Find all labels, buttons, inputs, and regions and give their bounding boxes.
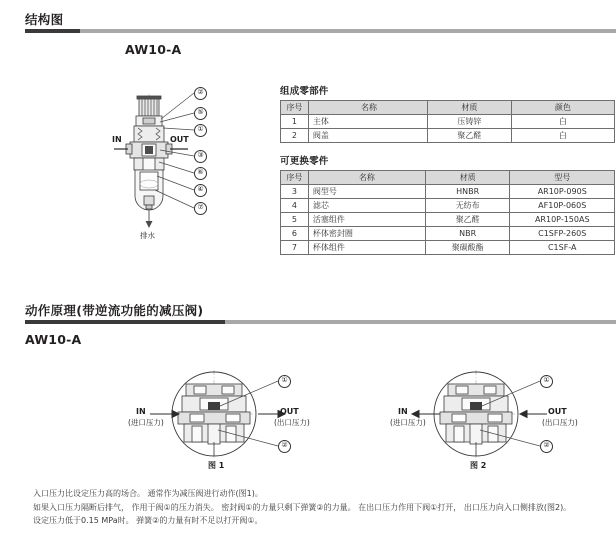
structure-diagram <box>112 78 252 258</box>
cell-material: 聚乙醛 <box>428 129 512 143</box>
structure-drain-label: 排水 <box>140 231 155 240</box>
cell-model: AF10P-060S <box>510 199 615 213</box>
section-rule-accent <box>25 320 225 324</box>
figure-2-callout-2: ② <box>540 440 553 453</box>
figure-1 <box>128 368 318 473</box>
table-row <box>281 129 615 143</box>
cell-name: 阀盖 <box>308 129 427 143</box>
cell-color: 白 <box>511 115 614 129</box>
col-header-name: 名称 <box>308 101 427 115</box>
cell-model: AR10P-090S <box>510 185 615 199</box>
cell-no: 6 <box>281 227 309 241</box>
cell-name: 阀型号 <box>308 185 425 199</box>
structure-out-label: OUT <box>170 135 189 144</box>
structure-in-label: IN <box>112 135 122 144</box>
cell-material: 无纺布 <box>425 199 510 213</box>
cell-material: 聚乙醛 <box>425 213 510 227</box>
table-row <box>281 227 615 241</box>
cell-name: 主体 <box>308 115 427 129</box>
section-structure-header <box>25 12 616 33</box>
cell-model: AR10P-150AS <box>510 213 615 227</box>
section-rule-accent <box>25 29 80 33</box>
cell-model: C1SF-A <box>510 241 615 255</box>
cell-material: 压铸锌 <box>428 115 512 129</box>
replaceable-parts-table <box>280 170 615 255</box>
principle-model-label: AW10-A <box>25 332 82 347</box>
cell-no: 7 <box>281 241 309 255</box>
components-table <box>280 100 615 143</box>
col-header-no: 序号 <box>281 101 309 115</box>
structure-callout-7: ⑦ <box>194 202 207 215</box>
regulator-cutaway-drawing <box>112 78 252 258</box>
section-structure-title: 结构图 <box>25 12 64 27</box>
cell-no: 1 <box>281 115 309 129</box>
principle-description <box>33 487 613 528</box>
description-paragraph-2: 如果入口压力隔断后排气， 作用于阀①的压力消失。 密封阀①的力量只剩下弹簧②的力量。 在出口压力作用下阀①打开， 出口压力向入口侧排放(图2)。 <box>33 502 572 512</box>
cell-material: HNBR <box>425 185 510 199</box>
table-row <box>281 213 615 227</box>
figure-2-caption: 图 2 <box>470 461 487 470</box>
cell-no: 3 <box>281 185 309 199</box>
cell-no: 4 <box>281 199 309 213</box>
table-row <box>281 115 615 129</box>
col-header-name: 名称 <box>308 171 425 185</box>
cell-no: 2 <box>281 129 309 143</box>
section-structure-rule <box>25 29 616 33</box>
col-header-material: 材质 <box>425 171 510 185</box>
cell-name: 杯体组件 <box>308 241 425 255</box>
components-table-caption: 组成零部件 <box>280 86 329 97</box>
table-header-row <box>281 171 615 185</box>
figure-2 <box>390 368 580 473</box>
cell-name: 活塞组件 <box>308 213 425 227</box>
structure-model-label: AW10-A <box>125 42 182 57</box>
figure-1-out-sublabel: (出口压力) <box>274 418 310 427</box>
cell-model: C1SFP-260S <box>510 227 615 241</box>
figure-2-out-label: OUT <box>548 407 567 416</box>
structure-callout-2: ② <box>194 87 207 100</box>
figure-2-out-sublabel: (出口压力) <box>542 418 578 427</box>
table-row <box>281 185 615 199</box>
figure-1-in-label: IN <box>136 407 146 416</box>
structure-callout-1: ① <box>194 124 207 137</box>
col-header-model: 型号 <box>510 171 615 185</box>
cell-color: 白 <box>511 129 614 143</box>
cell-material: 聚碳酸酯 <box>425 241 510 255</box>
figure-2-callout-1: ① <box>540 375 553 388</box>
figure-1-callout-2: ② <box>278 440 291 453</box>
structure-callout-6: ⑥ <box>194 167 207 180</box>
cell-name: 滤芯 <box>308 199 425 213</box>
col-header-no: 序号 <box>281 171 309 185</box>
replaceable-parts-table-caption: 可更换零件 <box>280 156 329 167</box>
structure-callout-3: ③ <box>194 150 207 163</box>
figure-1-out-label: OUT <box>280 407 299 416</box>
cell-no: 5 <box>281 213 309 227</box>
cell-material: NBR <box>425 227 510 241</box>
description-paragraph-1: 入口压力比设定压力高的场合。 通常作为减压阀进行动作(图1)。 <box>33 489 263 498</box>
figure-1-caption: 图 1 <box>208 461 225 470</box>
col-header-material: 材质 <box>428 101 512 115</box>
structure-callout-5: ⑤ <box>194 107 207 120</box>
table-row <box>281 241 615 255</box>
figure-2-in-sublabel: (进口压力) <box>390 418 426 427</box>
cell-name: 杯体密封圈 <box>308 227 425 241</box>
section-principle-title: 动作原理(带逆流功能的减压阀) <box>25 303 204 318</box>
replaceable-parts-table-block <box>280 153 615 255</box>
components-table-block <box>280 83 615 143</box>
description-paragraph-3: 设定压力低于0.15 MPa时。 弹簧②的力量有时不足以打开阀①。 <box>33 516 263 525</box>
section-principle-header <box>25 303 616 324</box>
structure-callout-4: ④ <box>194 184 207 197</box>
table-header-row <box>281 101 615 115</box>
figure-2-in-label: IN <box>398 407 408 416</box>
table-row <box>281 199 615 213</box>
figure-1-in-sublabel: (进口压力) <box>128 418 164 427</box>
section-principle-rule <box>25 320 616 324</box>
figure-1-callout-1: ① <box>278 375 291 388</box>
col-header-color: 颜色 <box>511 101 614 115</box>
